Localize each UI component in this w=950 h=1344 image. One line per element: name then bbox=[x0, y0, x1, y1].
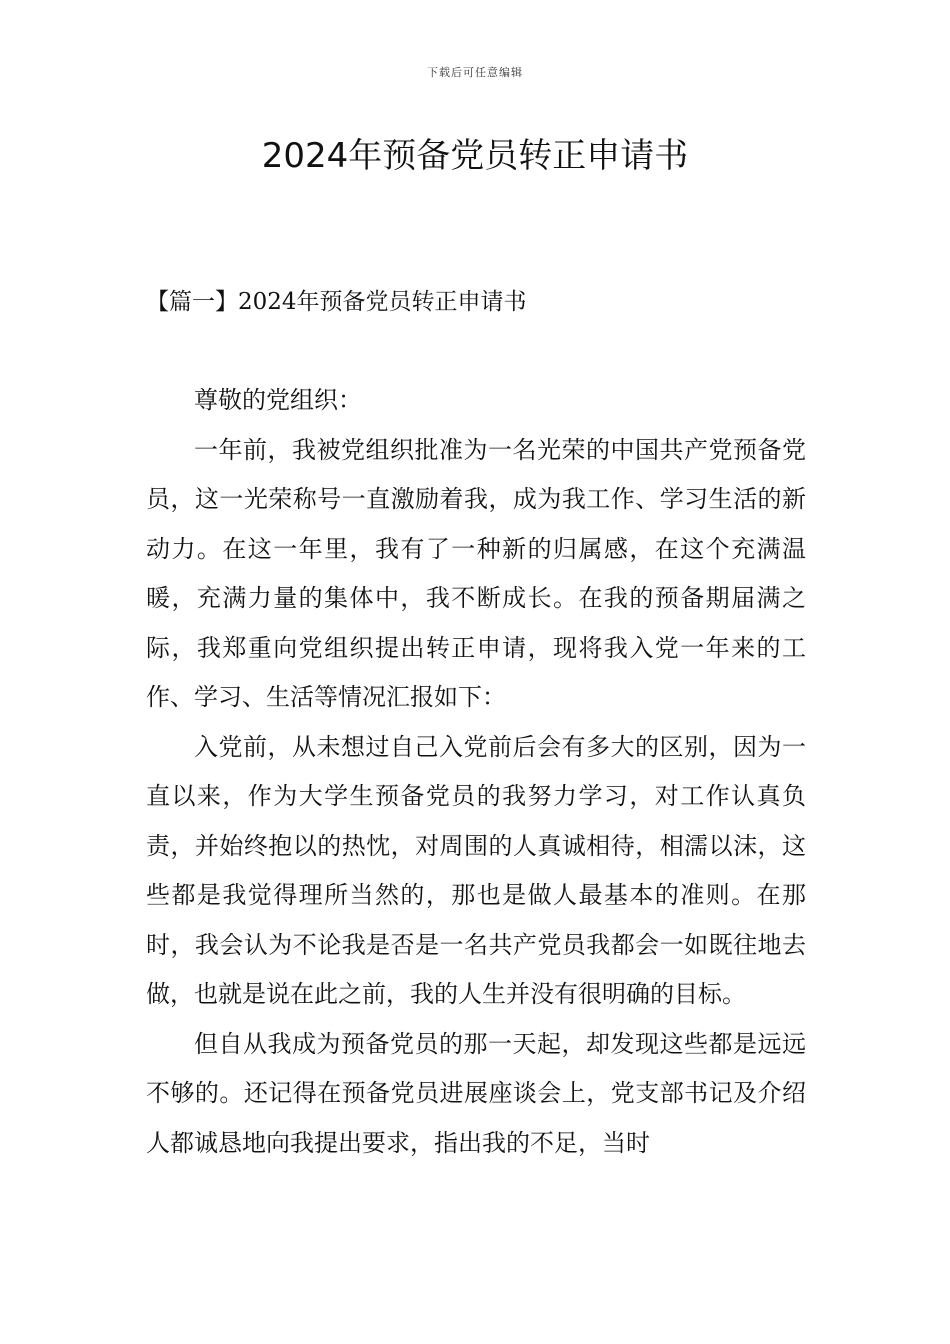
paragraph: 一年前，我被党组织批准为一名光荣的中国共产党预备党员，这一光荣称号一直激励着我，成为我工作、学习生活的新动力。在这一年里，我有了一种新的归属感，在这个充满温暖，充满力量的集体中，我不断成长。在我的预备期届满之际，我郑重向党组织提出转正申请，现将我入党一年来的工作、学习、生活等情况汇报如下： bbox=[146, 435, 806, 711]
salutation: 尊敬的党组织： bbox=[194, 386, 362, 414]
document-body bbox=[146, 376, 806, 1168]
header-note: 下载后可任意编辑 bbox=[427, 66, 523, 79]
section-heading: 【篇一】2024年预备党员转正申请书 bbox=[146, 289, 527, 315]
document-title: 2024年预备党员转正申请书 bbox=[261, 136, 689, 176]
paragraph: 入党前，从未想过自己入党前后会有多大的区别，因为一直以来，作为大学生预备党员的我努力学习，对工作认真负责，并始终抱以的热忱，对周围的人真诚相待，相濡以沫，这些都是我觉得理所当然的，那也是做人最基本的准则。在那时，我会认为不论我是否是一名共产党员我都会一如既往地去做，也就是说在此之前，我的人生并没有很明确的目标。 bbox=[146, 732, 806, 1008]
paragraph: 但自从我成为预备党员的那一天起，却发现这些都是远远不够的。还记得在预备党员进展座谈会上，党支部书记及介绍人都诚恳地向我提出要求，指出我的不足，当时 bbox=[146, 1029, 806, 1157]
